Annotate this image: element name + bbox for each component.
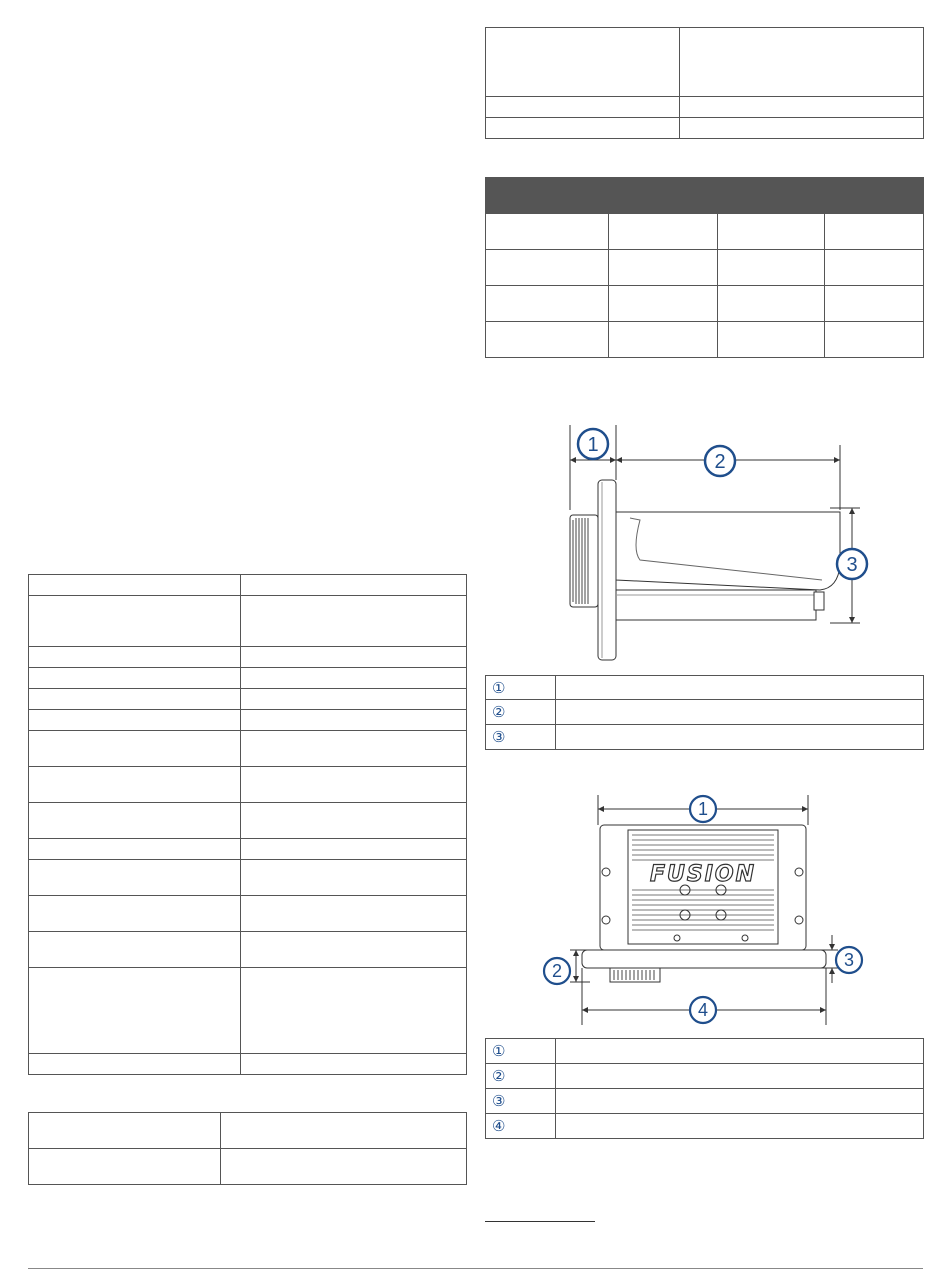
table-row	[29, 932, 467, 968]
table-row	[29, 647, 467, 668]
legend-row	[486, 700, 924, 725]
table-row	[29, 1113, 467, 1149]
table-row	[486, 97, 924, 118]
legend-row	[486, 1114, 924, 1139]
header-table	[485, 177, 924, 358]
legend-row	[486, 1039, 924, 1064]
legend-marker: ②	[486, 700, 556, 725]
legend-marker: ④	[486, 1114, 556, 1139]
footnote-separator	[485, 1221, 595, 1222]
table-row	[29, 860, 467, 896]
legend-text	[556, 1089, 924, 1114]
legend-marker: ①	[486, 676, 556, 700]
table-row	[29, 1149, 467, 1185]
top-view-legend	[485, 1038, 924, 1139]
callout-2: 2	[551, 961, 563, 981]
top-view-diagram	[540, 790, 870, 1030]
legend-text	[556, 700, 924, 725]
legend-marker: ②	[486, 1064, 556, 1089]
table-row	[29, 803, 467, 839]
page-footer-rule	[28, 1268, 923, 1269]
table-row	[29, 575, 467, 596]
table-row	[29, 668, 467, 689]
side-view-legend	[485, 675, 924, 750]
legend-text	[556, 1064, 924, 1089]
table-header-row	[486, 178, 924, 214]
legend-row	[486, 676, 924, 700]
legend-marker: ③	[486, 1089, 556, 1114]
table-row	[486, 214, 924, 250]
table-row	[29, 731, 467, 767]
table-row	[29, 596, 467, 647]
legend-marker: ③	[486, 725, 556, 750]
legend-row	[486, 725, 924, 750]
table-row	[486, 250, 924, 286]
side-view-diagram	[540, 420, 880, 665]
table-row	[29, 689, 467, 710]
table-row	[29, 710, 467, 731]
table-row	[486, 28, 924, 97]
legend-row	[486, 1064, 924, 1089]
table-row	[486, 322, 924, 358]
table-row	[29, 839, 467, 860]
callout-3: 3	[843, 950, 855, 970]
callout-2: 2	[714, 451, 726, 473]
callout-4: 4	[697, 1000, 709, 1020]
table-row	[29, 896, 467, 932]
top-right-table	[485, 27, 924, 139]
legend-text	[556, 1114, 924, 1139]
table-row	[29, 767, 467, 803]
table-row	[29, 1054, 467, 1075]
table-row	[486, 286, 924, 322]
callout-1: 1	[697, 799, 709, 819]
legend-row	[486, 1089, 924, 1114]
legend-text	[556, 676, 924, 700]
legend-text	[556, 725, 924, 750]
legend-text	[556, 1039, 924, 1064]
small-table-left	[28, 1112, 467, 1185]
fusion-logo: FUSION	[649, 862, 757, 887]
table-row	[29, 968, 467, 1054]
legend-marker: ①	[486, 1039, 556, 1064]
specifications-table	[28, 574, 467, 1075]
table-row	[486, 118, 924, 139]
callout-3: 3	[846, 554, 858, 576]
callout-1: 1	[587, 434, 599, 456]
